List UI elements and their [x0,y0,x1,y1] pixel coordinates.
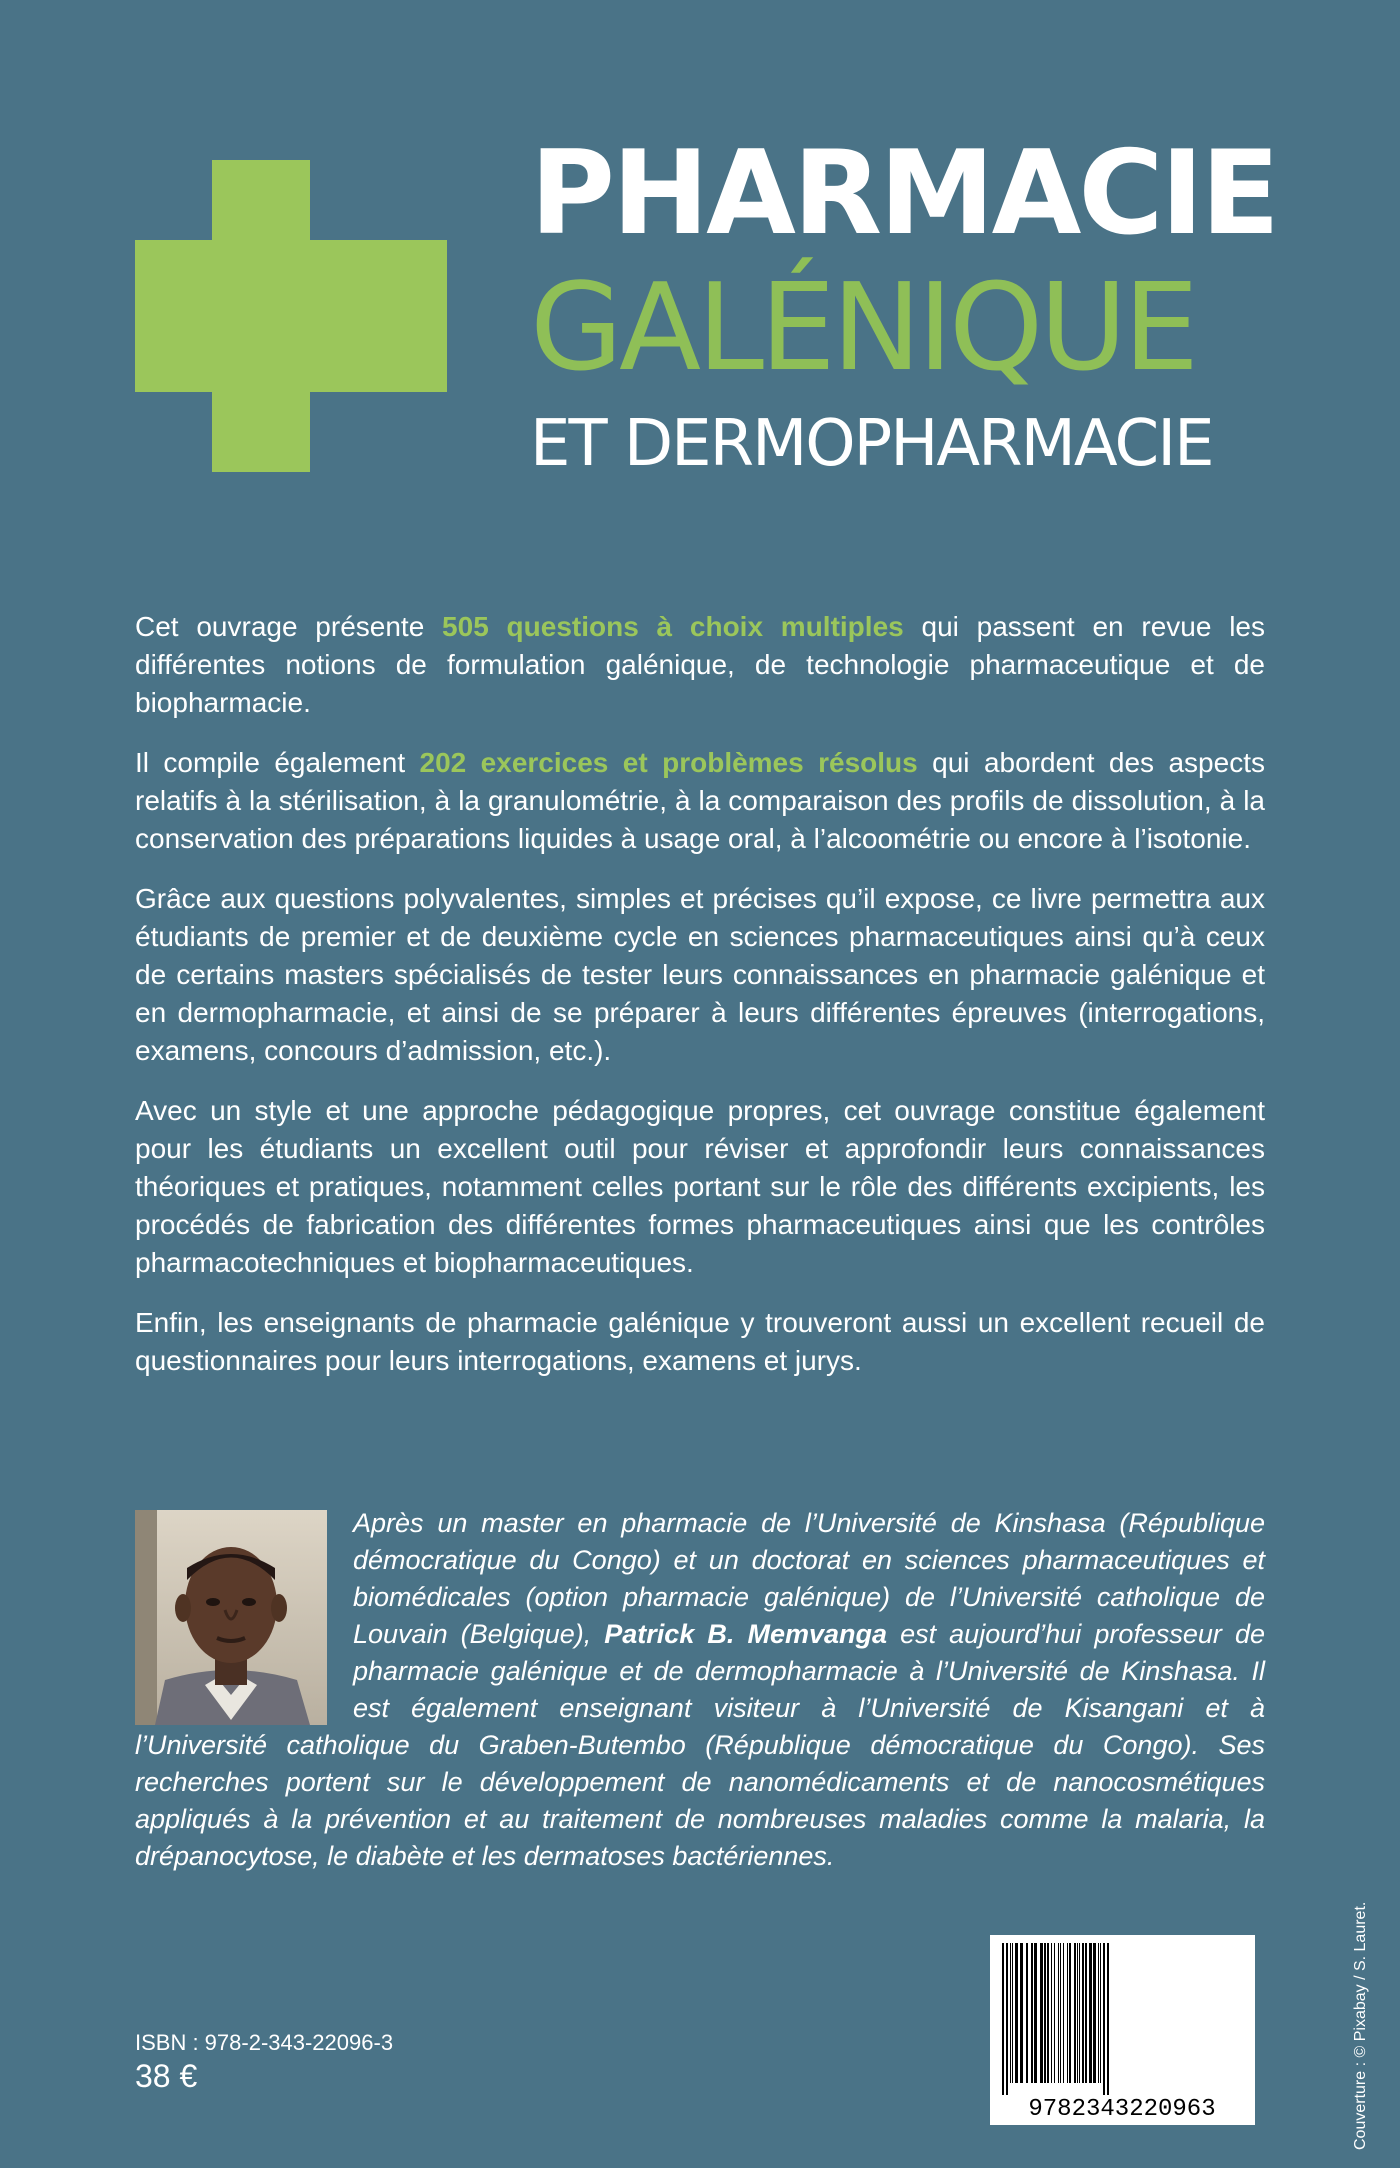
author-name: Patrick B. Memvanga [604,1619,888,1649]
cover-credit: Couverture : © Pixabay / S. Lauret. [1352,1901,1369,2150]
paragraph-1: Cet ouvrage présente 505 questions à choix multiples qui passent en revue les différentes notions de formulation galénique, de technologie pharmaceutique et de biopharmacie. [135,611,1266,718]
isbn: ISBN : 978-2-343-22096-3 [135,2030,394,2055]
paragraph-2: Il compile également 202 exercices et problèmes résolus qui abordent des aspects relatifs à la stérilisation, à la granulométrie, à la comparaison des profils de dissolution, à la conservation des préparations liquides à usage oral, à l’alcoométrie ou encore à l’isotonie. [135,747,1265,854]
highlight-qcm-count: 505 questions à choix multiples [442,611,904,642]
barcode-bar [1006,1943,1008,2095]
barcode-bar [1100,1943,1101,2083]
barcode-bar [1012,1943,1013,2083]
book-description [135,608,1265,1402]
barcode-bar [1044,1943,1046,2083]
paragraph-5: Enfin, les enseignants de pharmacie galénique y trouveront aussi un excellent recueil de questionnaires pour leurs interrogations, examens et jurys. [135,1307,1265,1376]
barcode-bar [1089,1943,1092,2083]
barcode-bar [1034,1943,1037,2083]
barcode-bar [1067,1943,1068,2083]
book-title [530,126,1277,481]
barcode-bar [1058,1943,1059,2083]
barcode-bar [1074,1943,1076,2083]
barcode-bar [1010,1943,1011,2083]
barcode-bar [1026,1943,1028,2083]
barcode-bar [1077,1943,1078,2083]
barcode-bar [1031,1943,1033,2083]
barcode-bar [1054,1943,1055,2083]
paragraph-3: Grâce aux questions polyvalentes, simples et précises qu’il expose, ce livre permettra aux étudiants de premier et de deuxième cycle en sciences pharmaceutiques ainsi qu’à ceux de certains masters spécialisés de tester leurs connaissances en pharmacie galénique et en dermopharmacie, et ainsi de se préparer à leurs différentes épreuves (interrogations, examens, concours d’admission, etc.). [135,883,1265,1066]
barcode [990,1935,1255,2125]
barcode-number: 9782343220963 [1028,2096,1216,2123]
barcode-graphic [990,1935,1255,2125]
barcode-bar [1085,1943,1087,2083]
price: 38 € [135,2058,198,2094]
barcode-bar [1103,1943,1105,2095]
barcode-bar [1107,1943,1109,2095]
barcode-bar [1040,1943,1043,2083]
title-line-2: GALÉNIQUE [530,259,1196,398]
title-line-3: ET DERMOPHARMACIE [530,407,1213,481]
barcode-bar [1047,1943,1049,2083]
barcode-bar [1082,1943,1084,2083]
barcode-bar [1063,1943,1064,2083]
author-biography: Après un master en pharmacie de l’Université de Kinshasa (République démocratique du Congo) et un doctorat en sciences pharmaceutiques et biomédicales (option pharmacie galénique) de l’Université catholique de Louvain (Belgique), Patrick B. Memvanga est aujourd’hui professeur de pharmacie galénique et de dermopharmacie à l’Université de Kinshasa. Il est également enseignant visiteur à l’Université de Kisangani et à l’Université catholique du Graben-Butembo (République démocratique du Congo). Ses recherches portent sur le développement de nanomédicaments et de nanocosmétiques appliqués à la prévention et au traitement de nombreuses maladies comme la malaria, la drépanocytose, le diabète et les dermatoses bactériennes. [135,1508,1265,1871]
barcode-bar [1002,1943,1004,2095]
barcode-bar [1079,1943,1080,2083]
barcode-bar [1093,1943,1096,2083]
barcode-bar [1020,1943,1023,2083]
barcode-bar [1051,1943,1052,2083]
title-line-1: PHARMACIE [530,126,1277,261]
barcode-bar [1060,1943,1061,2083]
highlight-exercise-count: 202 exercices et problèmes résolus [419,747,918,778]
cross-horizontal-bar [135,240,447,392]
barcode-bar [1015,1943,1018,2083]
barcode-bar [1098,1943,1099,2083]
barcode-bar [1069,1943,1071,2083]
paragraph-4: Avec un style et une approche pédagogique propres, cet ouvrage constitue également pour les étudiants un excellent outil pour réviser et approfondir leurs connaissances théoriques et pratiques, notamment celles portant sur le rôle des différents excipients, les procédés de fabrication des différentes formes pharmaceutiques ainsi que les contrôles pharmacotechniques et biopharmaceutiques. [135,1095,1265,1278]
